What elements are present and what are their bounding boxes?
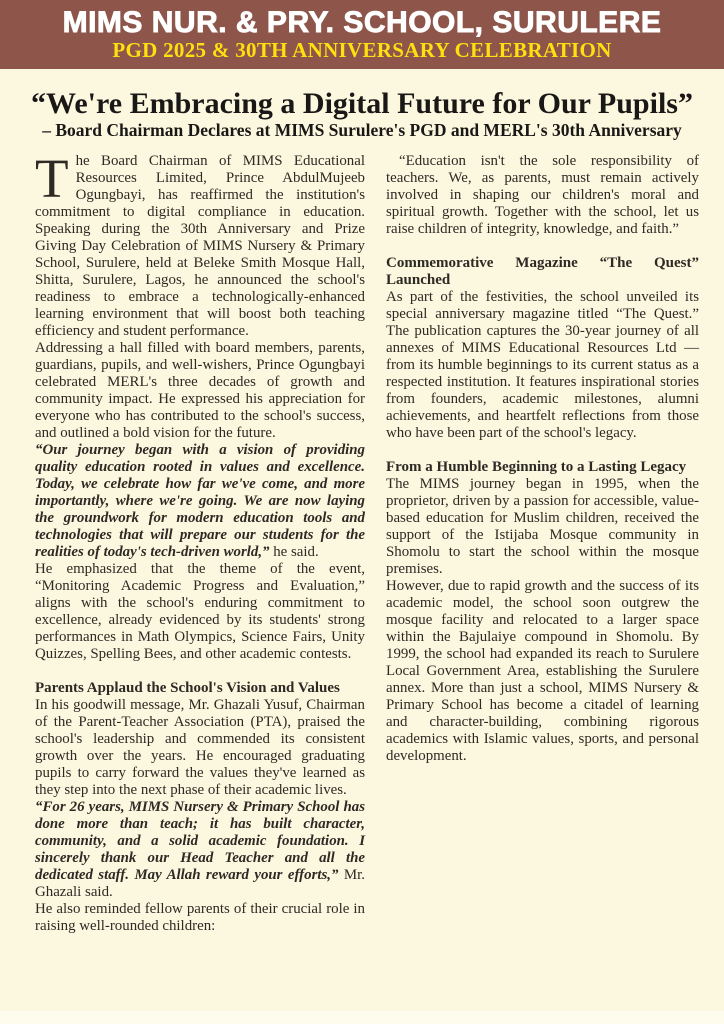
paragraph-reminder-parents: He also reminded fellow parents of their crucial role in raising well-rounded children: [35,901,365,934]
paragraph-pta-goodwill: In his goodwill message, Mr. Ghazali Yusuf, Chairman of the Parent-Teacher Association (PTA), praised the school's leadership and commended its consistent growth over the years. He encouraged graduating pupils to carry forward the values they've learned as they step into the next phase of their academic lives. [35,697,365,798]
paragraph-mims-journey-1995: The MIMS journey began in 1995, when the proprietor, driven by a passion for accessible, value-based education for Muslim children, received the support of the Istijaba Mosque community in Shomolu to start the school within the mosque premises. [386,476,699,577]
dropcap-letter: T [35,148,69,209]
column-left [35,148,365,935]
section-heading-parents-applaud: Parents Applaud the School's Vision and Values [35,680,340,696]
quote-attribution: he said. [269,544,319,560]
event-banner: PGD 2025 & 30TH ANNIVERSARY CELEBRATION [112,38,612,62]
two-column-layout [0,140,724,935]
quote-text: “For 26 years, MIMS Nursery & Primary School has done more than teach; it has built character, community, and a solid academic foundation. I sincerely thank our Head Teacher and all the dedicated staff. May Allah reward your efforts,” [35,799,365,883]
quote-paragraph-journey [35,442,365,561]
paragraph-event-theme: He emphasized that the theme of the event, “Monitoring Academic Progress and Evaluation,” aligns with the school's enduring commitment to excellence, already evidenced by its students' strong performances in Math Olympics, Science Fairs, Unity Quizzes, Spelling Bees, and other academic contests. [35,561,365,662]
paragraph-addressing-hall: Addressing a hall filled with board members, parents, guardians, pupils, and well-wishers, Prince Ogungbayi celebrated MERL's three decades of growth and community impact. He expressed his appreciation for everyone who has contributed to the school's success, and outlined a bold vision for the future. [35,340,365,441]
column-right [386,153,699,935]
school-name-title: MIMS NUR. & PRY. SCHOOL, SURULERE [62,6,662,39]
section-heading-humble-beginning: From a Humble Beginning to a Lasting Legacy [386,459,687,475]
article-body [0,88,724,935]
lead-paragraph-text: he Board Chairman of MIMS Educational Resources Limited, Prince AbdulMujeeb Ogungbayi, has reaffirmed the institution's commitment to digital compliance in education. Speaking during the 30th Anniversary and Prize Giving Day Celebration of MIMS Nursery & Primary School, Surulere, held at Beleke Smith Mosque Hall, Shitta, Surulere, Lagos, he announced the school's readiness to embrace a technologically-enhanced learning environment that will boost both teaching efficiency and student performance. [35,153,365,339]
page-bottom-edge [0,1011,724,1024]
quote-paragraph-education-responsibility: “Education isn't the sole responsibility of teachers. We, as parents, must remain actively involved in shaping our children's moral and spiritual growth. Together with the school, let us raise children of integrity, knowledge, and faith.” [386,153,699,237]
quote-paragraph-26-years [35,799,365,901]
lead-paragraph [35,148,365,340]
quote-text: “Our journey began with a vision of providing quality education rooted in values and excellence. Today, we celebrate how far we've come, and more importantly, where we're going. We are now laying the groundwork for modern education tools and technologies that will prepare our students for the realities of today's tech-driven world,” [35,442,365,560]
paragraph-magazine-quest: As part of the festivities, the school unveiled its special anniversary magazine titled “The Quest.” The publication captures the 30-year journey of all annexes of MIMS Educational Resources Ltd — from its humble beginnings to its current status as a respected institution. It features inspirational stories from founders, academic milestones, alumni achievements, and heartfelt reflections from those who have been part of the school's legacy. [386,289,699,441]
paragraph-growth-relocation: However, due to rapid growth and the success of its academic model, the school soon outgrew the mosque facility and relocated to a larger space within the Bajulaiye compound in Shomolu. By 1999, the school had expanded its reach to Surulere Local Government Area, establishing the Surulere annex. More than just a school, MIMS Nursery & Primary School has become a citadel of learning and character-building, combining rigorous academics with Islamic values, sports, and personal development. [386,578,699,764]
quote-attribution: Mr. Ghazali said. [35,867,365,900]
article-byline: – Board Chairman Declares at MIMS Surulere's PGD and MERL's 30th Anniversary [42,120,682,140]
masthead [0,0,724,69]
article-headline: “We're Embracing a Digital Future for Our Pupils” [31,87,693,120]
section-heading-magazine-launched: Commemorative Magazine “The Quest” Launched [386,255,699,288]
